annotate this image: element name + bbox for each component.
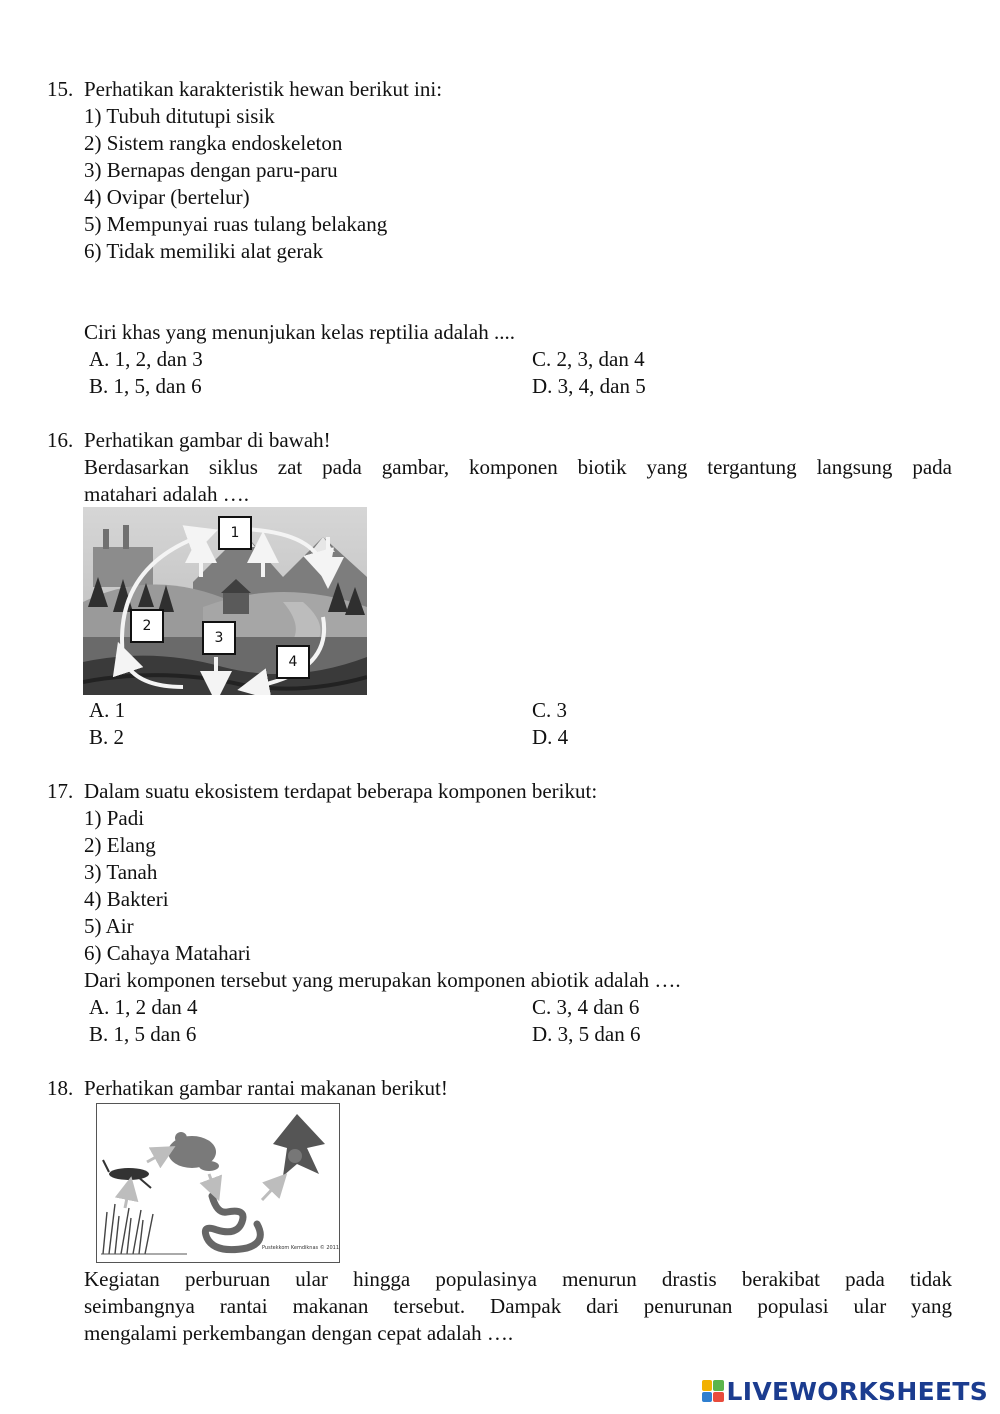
q17-prompt: Dalam suatu ekosistem terdapat beberapa komponen berikut:: [84, 779, 598, 803]
food-chain-illustration: [97, 1104, 339, 1262]
q15-option-c[interactable]: C. 2, 3, dan 4: [532, 347, 645, 371]
q17-option-b[interactable]: B. 1, 5 dan 6: [89, 1022, 197, 1046]
q15-number: 15.: [47, 77, 74, 101]
ecosystem-cycle-figure: [83, 507, 367, 695]
q17-option-d[interactable]: D. 3, 5 dan 6: [532, 1022, 641, 1046]
q15-item-5: 5) Mempunyai ruas tulang belakang: [84, 212, 388, 236]
liveworksheets-logo-text: LIVEWORKSHEETS: [726, 1376, 988, 1406]
q17-item-3: 3) Tanah: [84, 860, 158, 884]
q17-item-6: 6) Cahaya Matahari: [84, 941, 251, 965]
q16-option-d[interactable]: D. 4: [532, 725, 569, 749]
q17-item-2: 2) Elang: [84, 833, 156, 857]
q15-option-a[interactable]: A. 1, 2, dan 3: [89, 347, 203, 371]
q15-item-2: 2) Sistem rangka endoskeleton: [84, 131, 343, 155]
q16-text-line1: Berdasarkan siklus zat pada gambar, komponen biotik yang tergantung langsung pada: [84, 455, 952, 479]
q15-option-b[interactable]: B. 1, 5, dan 6: [89, 374, 202, 398]
q15-item-6: 6) Tidak memiliki alat gerak: [84, 239, 324, 263]
q18-text-line1: Kegiatan perburuan ular hingga populasinya menurun drastis berakibat pada tidak: [84, 1267, 952, 1291]
q15-item-3: 3) Bernapas dengan paru-paru: [84, 158, 338, 182]
figure-label-3: 3: [202, 621, 236, 655]
q17-option-a[interactable]: A. 1, 2 dan 4: [89, 995, 198, 1019]
q15-item-1: 1) Tubuh ditutupi sisik: [84, 104, 275, 128]
figure-label-2: 2: [130, 609, 164, 643]
q15-prompt: Perhatikan karakteristik hewan berikut ini:: [84, 77, 443, 101]
q17-item-1: 1) Padi: [84, 806, 145, 830]
q18-prompt: Perhatikan gambar rantai makanan berikut!: [84, 1076, 448, 1100]
q15-option-d[interactable]: D. 3, 4, dan 5: [532, 374, 646, 398]
figure-credit: Pustekkom Kemdiknas © 2011: [262, 1245, 340, 1251]
q18-text-line3: mengalami perkembangan dengan cepat adalah ….: [84, 1321, 514, 1345]
q18-number: 18.: [47, 1076, 74, 1100]
liveworksheets-logo[interactable]: [702, 1376, 988, 1406]
q16-number: 16.: [47, 428, 74, 452]
liveworksheets-logo-icon: [702, 1380, 724, 1402]
figure-label-4: 4: [276, 645, 310, 679]
figure-label-1: 1: [218, 516, 252, 550]
q16-option-c[interactable]: C. 3: [532, 698, 568, 722]
q16-prompt: Perhatikan gambar di bawah!: [84, 428, 331, 452]
q15-question: Ciri khas yang menunjukan kelas reptilia adalah ....: [84, 320, 515, 344]
q17-item-4: 4) Bakteri: [84, 887, 169, 911]
q16-option-b[interactable]: B. 2: [89, 725, 125, 749]
q16-text-line2: matahari adalah ….: [84, 482, 250, 506]
q17-question: Dari komponen tersebut yang merupakan komponen abiotik adalah ….: [84, 968, 681, 992]
q17-option-c[interactable]: C. 3, 4 dan 6: [532, 995, 640, 1019]
q16-option-a[interactable]: A. 1: [89, 698, 126, 722]
q18-text-line2: seimbangnya rantai makanan tersebut. Dampak dari penurunan populasi ular yang: [84, 1294, 952, 1318]
q17-number: 17.: [47, 779, 74, 803]
food-chain-figure: [96, 1103, 340, 1263]
q17-item-5: 5) Air: [84, 914, 134, 938]
q15-item-4: 4) Ovipar (bertelur): [84, 185, 250, 209]
